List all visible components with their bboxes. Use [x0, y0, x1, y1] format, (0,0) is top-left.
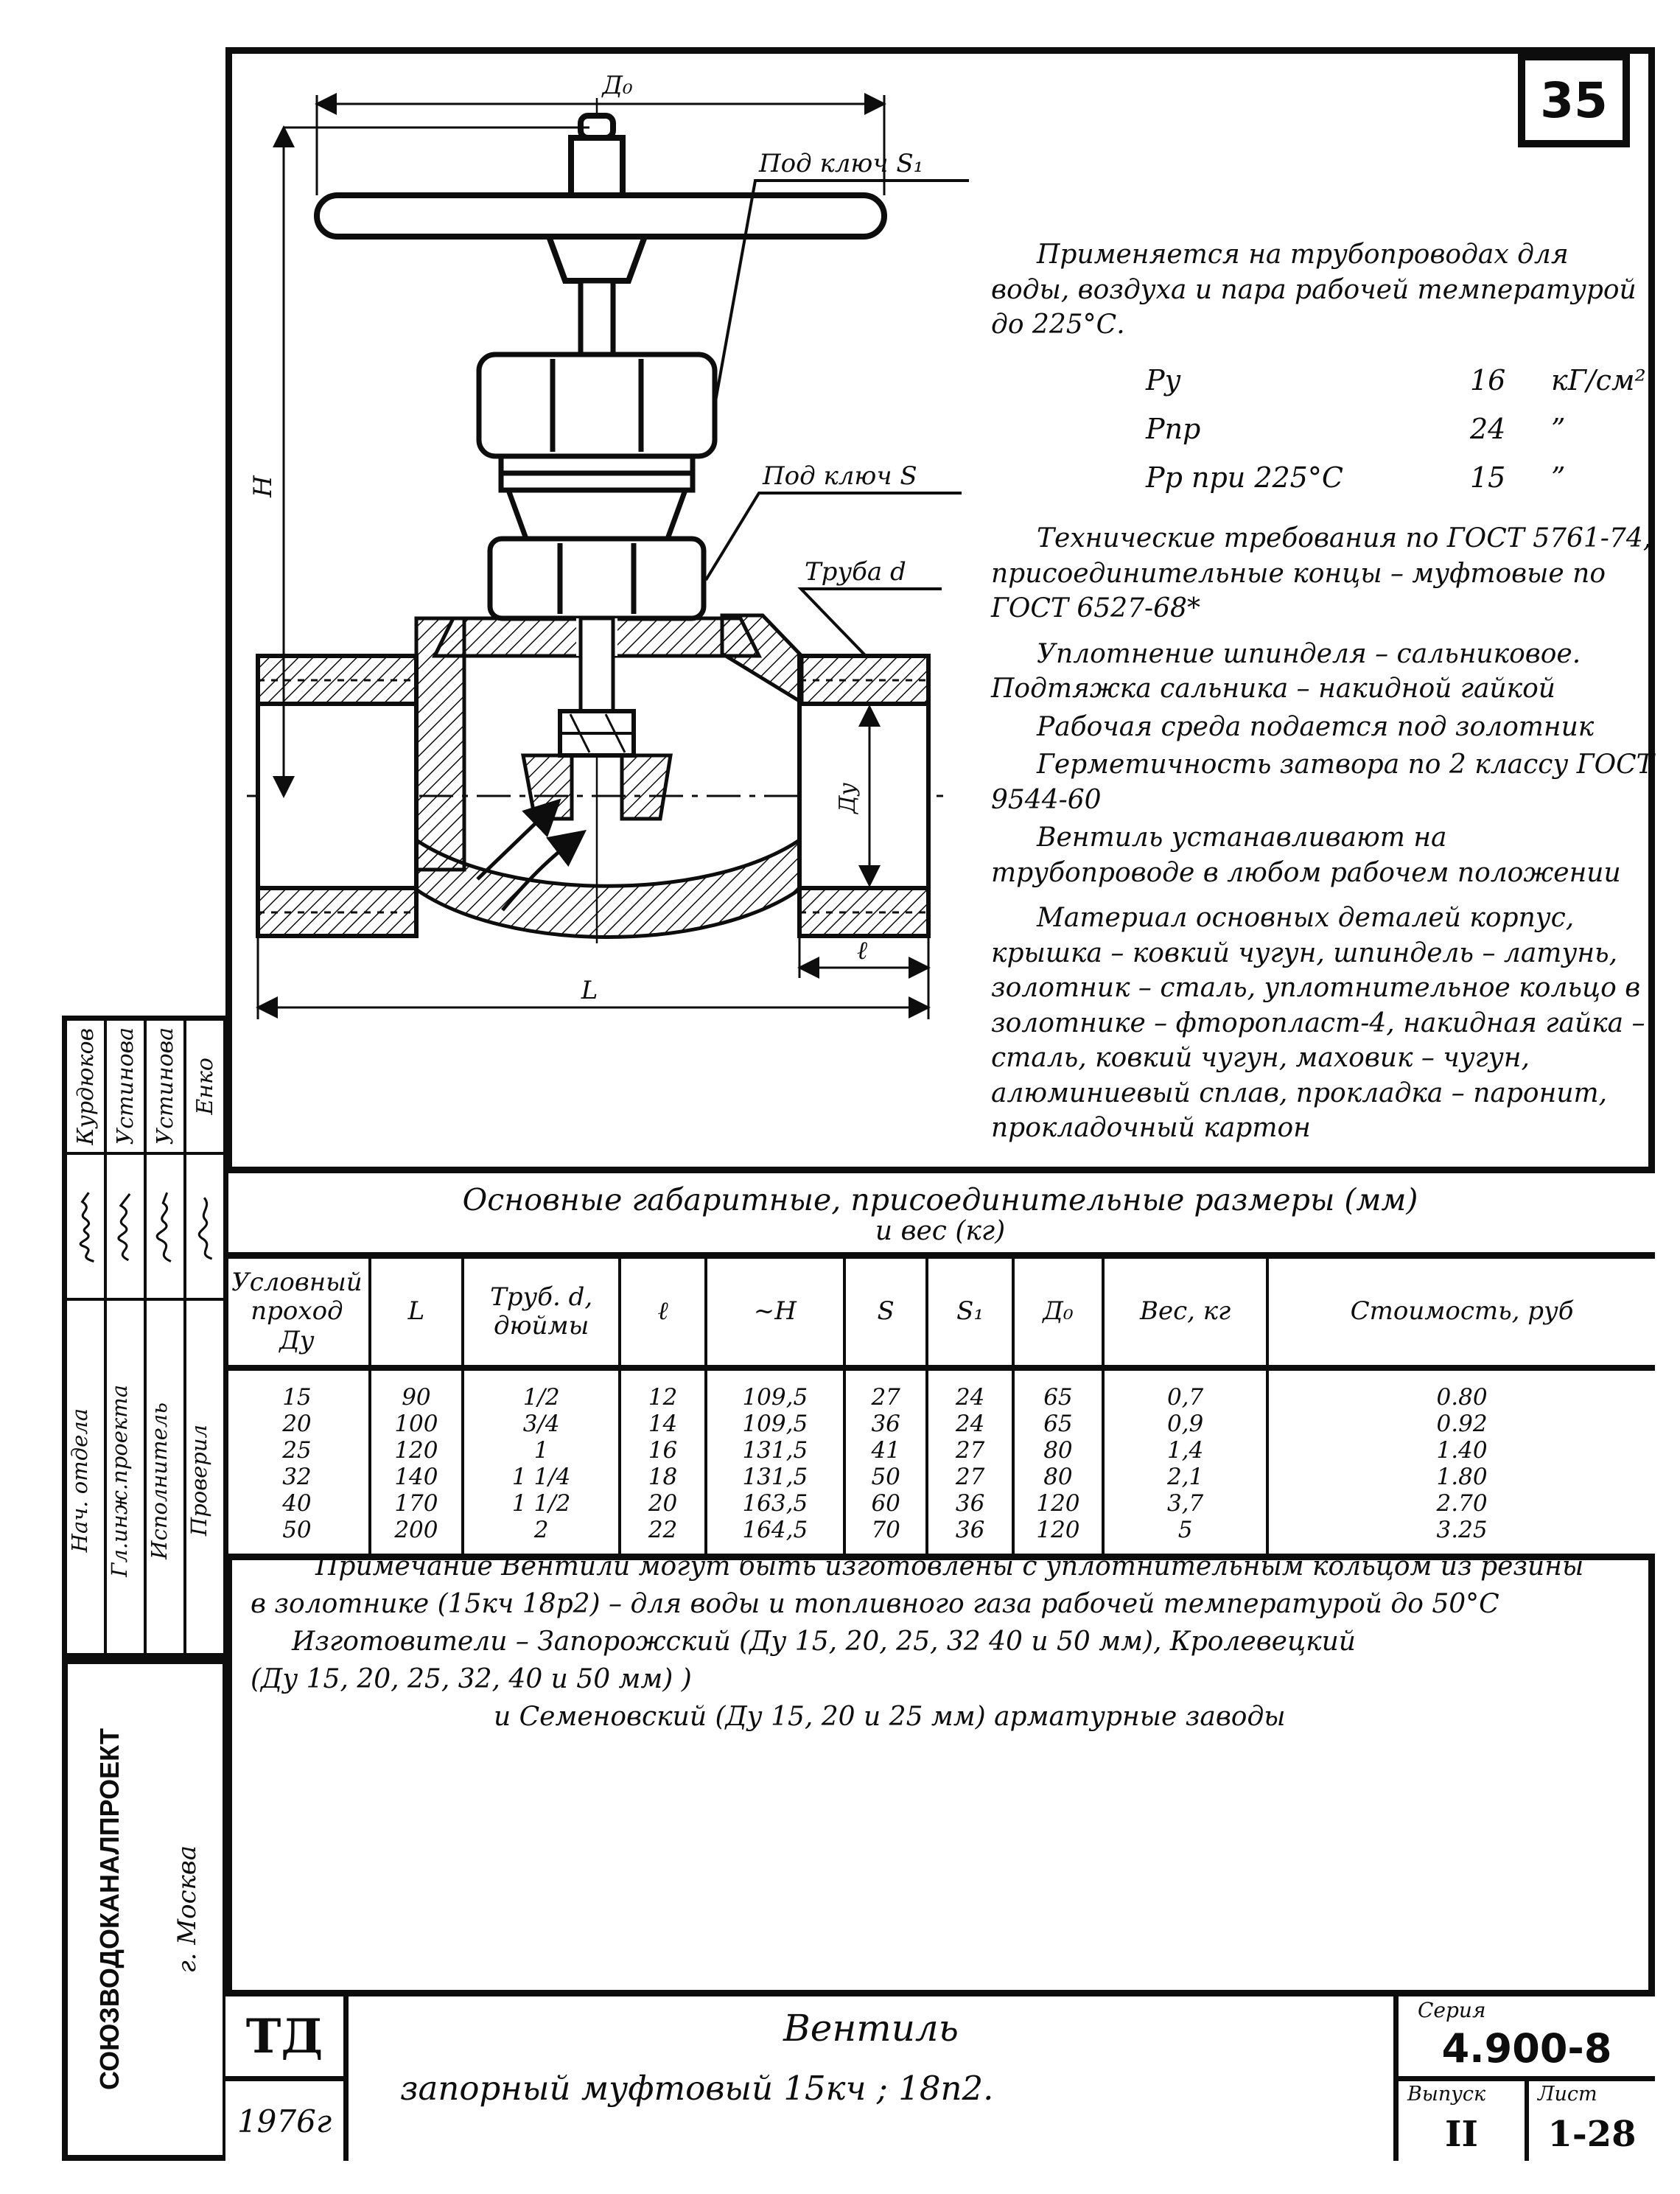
cell: 80 [1015, 1464, 1105, 1490]
cell: 170 [371, 1490, 464, 1517]
organization-name-cell [68, 1664, 153, 2155]
cell: 50 [846, 1464, 929, 1490]
signature-stamp [62, 1016, 228, 1658]
col-header: L [371, 1259, 464, 1371]
media-note: Рабочая среда подается под золотник [1037, 711, 1595, 742]
cell: 1,4 [1105, 1437, 1269, 1464]
issue-label: Выпуск [1407, 2083, 1486, 2106]
cell: 36 [928, 1517, 1014, 1554]
table-body [225, 1371, 1655, 1554]
stamp-name [185, 1019, 225, 1153]
cell: 25 [225, 1437, 371, 1464]
cell: 12 [621, 1371, 707, 1411]
tech-requirements: Технические требования по ГОСТ 5761-74, присоединительные концы – муфтовые по ГОСТ 6527-68* [991, 523, 1652, 624]
title-block-right [1393, 1996, 1655, 2161]
cell: 131,5 [707, 1437, 846, 1464]
note-line: Изготовители – Запорожский (Ду 15, 20, 25, 32 40 и 50 мм), Кролевецкий [292, 1627, 1356, 1657]
organization-box [62, 1658, 228, 2161]
valve-subtitle: запорный муфтовый 15кч ; 18п2. [400, 2069, 994, 2108]
packing-note: Уплотнение шпинделя – сальниковое. Подтяжка сальника – накидной гайкой [991, 638, 1581, 705]
cell: 0.92 [1436, 1411, 1488, 1437]
role-text: Нач. отдела [67, 1408, 92, 1553]
tightness-note: Герметичность затвора по 2 классу ГОСТ 9544-60 [991, 750, 1654, 815]
role-text: Проверил [186, 1425, 211, 1537]
stamp-name [105, 1019, 145, 1153]
pressure-value: 16 [1470, 363, 1506, 396]
cell: 0,7 [1105, 1371, 1269, 1411]
issue-value: II [1445, 2114, 1478, 2155]
col-header: S₁ [928, 1259, 1014, 1371]
col-header: Вес, кг [1105, 1259, 1269, 1371]
organization-city: г. Москва [172, 1845, 203, 1974]
signature-scribble [189, 1171, 221, 1282]
cell: 80 [1015, 1437, 1105, 1464]
cell: 1.40 [1436, 1437, 1488, 1464]
col-header: Стоимость, руб [1269, 1259, 1655, 1371]
pressure-unit: кГ/см² [1551, 363, 1646, 396]
name-text: Устинова [152, 1027, 178, 1145]
label-wrench-s1: Под ключ S₁ [759, 149, 924, 178]
cell: 5 [1105, 1517, 1269, 1554]
signature-scribble [69, 1171, 102, 1282]
valve-section-drawing [243, 70, 980, 1028]
union-nut [479, 354, 715, 456]
cell: 120 [371, 1437, 464, 1464]
title-block [225, 1990, 1655, 2161]
cell: 36 [928, 1490, 1014, 1517]
label-pipe-d: Труба d [805, 557, 906, 587]
cell: 2,1 [1105, 1464, 1269, 1490]
stamp-signature [145, 1153, 185, 1299]
table-title [225, 1173, 1655, 1259]
packing-nut [490, 539, 704, 618]
series-value: 4.900-8 [1441, 2025, 1612, 2072]
cell: 18 [621, 1464, 707, 1490]
cell: 164,5 [707, 1517, 846, 1554]
col-header: ~H [707, 1259, 846, 1371]
cell: 1/2 [464, 1371, 621, 1411]
cell: 100 [371, 1411, 464, 1437]
title-block-center [349, 1996, 1393, 2161]
cell: 20 [225, 1411, 371, 1437]
cell: 1 1/4 [464, 1464, 621, 1490]
cell: 0,9 [1105, 1411, 1269, 1437]
cell: 3.25 [1436, 1517, 1488, 1543]
stem-and-nuts [479, 281, 715, 618]
document-year: 1976г [237, 2103, 332, 2139]
cell: 32 [225, 1464, 371, 1490]
cell: 20 [621, 1490, 707, 1517]
table-title-line2: и вес (кг) [875, 1216, 1006, 1247]
pressure-unit: ” [1551, 412, 1566, 445]
cell: 16 [621, 1437, 707, 1464]
dim-label-h: H [248, 475, 278, 497]
stamp-role [105, 1299, 145, 1655]
col-header: Д₀ [1015, 1259, 1105, 1371]
pressure-name: Рпр [1146, 412, 1201, 445]
col-header: S [846, 1259, 929, 1371]
stamp-signature [105, 1153, 145, 1299]
cell: 60 [846, 1490, 929, 1517]
cell: 0.80 [1436, 1384, 1488, 1411]
dimensions-table [225, 1167, 1655, 1560]
note-block [251, 1548, 1651, 1736]
stamp-name [66, 1019, 105, 1153]
note-line: в золотнике (15кч 18р2) – для воды и топливного газа рабочей температурой до 50°С [251, 1589, 1499, 1620]
cell: 109,5 [707, 1411, 846, 1437]
handwheel [317, 116, 884, 281]
label-wrench-s: Под ключ S [763, 461, 917, 491]
pressure-value: 15 [1470, 461, 1506, 494]
stamp-signature [66, 1153, 105, 1299]
cell: 140 [371, 1464, 464, 1490]
signature-scribble [149, 1171, 181, 1282]
sheet-value: 1-28 [1547, 2114, 1637, 2155]
cell: 27 [846, 1371, 929, 1411]
pressure-row [991, 410, 1654, 447]
note-line: (Ду 15, 20, 25, 32, 40 и 50 мм) ) [251, 1664, 692, 1695]
cell: 41 [846, 1437, 929, 1464]
cell: 14 [621, 1411, 707, 1437]
cell: 2 [464, 1517, 621, 1554]
role-text: Исполнитель [147, 1402, 172, 1559]
col-header: Условный проход Ду [225, 1259, 371, 1371]
cell: 131,5 [707, 1464, 846, 1490]
pressure-name: Ру [1146, 363, 1181, 396]
pressure-list [991, 362, 1654, 496]
cell: 24 [928, 1371, 1014, 1411]
materials-note: Материал основных деталей корпус, крышка – ковкий чугун, шпиндель – латунь, золотник – сталь, уплотнительное кольцо в золотнике – фторопласт-4, накидная гайка – сталь, ковкий чугун, маховик – чугун, алюминиевый сплав, прокладка – паронит, прокладочный картон [991, 903, 1645, 1144]
pressure-row [991, 459, 1654, 496]
issue-cell [1399, 2081, 1529, 2161]
dim-label-d0: Д₀ [602, 71, 633, 100]
dim-label-dy: Ду [835, 783, 861, 814]
table-title-line1: Основные габаритные, присоединительные размеры (мм) [462, 1182, 1418, 1217]
series-label: Серия [1418, 1998, 1486, 2022]
cell: 90 [371, 1371, 464, 1411]
pressure-name: Рр при 225°С [1146, 461, 1343, 494]
col-header: Труб. d, дюймы [464, 1259, 621, 1371]
cell: 65 [1015, 1371, 1105, 1411]
title-block-left [225, 1996, 349, 2161]
cell: 1.80 [1436, 1464, 1488, 1490]
cell: 36 [846, 1411, 929, 1437]
pressure-row [991, 362, 1654, 399]
cell: 120 [1015, 1490, 1105, 1517]
page-number: 35 [1540, 71, 1608, 129]
cell: 50 [225, 1517, 371, 1554]
cell: 40 [225, 1490, 371, 1517]
cell: 27 [928, 1464, 1014, 1490]
document-code: ТД [225, 1996, 343, 2081]
sheet-label: Лист [1538, 2083, 1597, 2106]
stamp-role [66, 1299, 105, 1655]
installation-note: Вентиль устанавливают на трубопроводе в любом рабочем положении [991, 822, 1621, 888]
cell: 200 [371, 1517, 464, 1554]
pressure-value: 24 [1470, 412, 1506, 445]
table-header-row [225, 1259, 1655, 1371]
cell: 3,7 [1105, 1490, 1269, 1517]
valve-title: Вентиль [783, 2007, 959, 2050]
col-header: ℓ [621, 1259, 707, 1371]
cell: 2.70 [1436, 1490, 1488, 1517]
application-text: Применяется на трубопроводах для воды, воздуха и пара рабочей температурой до 225°С. [991, 240, 1637, 340]
note-line: Примечание Вентили могут быть изготовлены с уплотнительным кольцом из резины [315, 1551, 1584, 1582]
cell: 24 [928, 1411, 1014, 1437]
cell: 1 [464, 1437, 621, 1464]
dim-label-el: ℓ [856, 936, 868, 965]
cell: 27 [928, 1437, 1014, 1464]
name-text: Устинова [112, 1027, 139, 1145]
cell: 15 [225, 1371, 371, 1411]
stamp-role [145, 1299, 185, 1655]
role-text: Гл.инж.проекта [107, 1384, 132, 1577]
cell: 65 [1015, 1411, 1105, 1437]
pressure-unit: ” [1551, 461, 1566, 494]
note-line: и Семеновский (Ду 15, 20 и 25 мм) арматурные заводы [494, 1702, 1286, 1733]
bonnet [435, 618, 759, 714]
organization-name: СОЮЗВОДОКАНАЛПРОЕКТ [94, 1728, 125, 2091]
organization-city-cell [153, 1664, 223, 2155]
name-text: Енко [192, 1058, 218, 1115]
signature-scribble [109, 1171, 141, 1282]
page-number-box [1518, 53, 1630, 147]
cell: 1 1/2 [464, 1490, 621, 1517]
cell: 109,5 [707, 1371, 846, 1411]
cell: 22 [621, 1517, 707, 1554]
series-cell [1399, 1996, 1655, 2081]
cell: 163,5 [707, 1490, 846, 1517]
name-text: Курдюков [72, 1027, 99, 1145]
stamp-name [145, 1019, 185, 1153]
stamp-role [185, 1299, 225, 1655]
stamp-signature [185, 1153, 225, 1299]
dim-label-l: L [581, 976, 598, 1005]
cell: 3/4 [464, 1411, 621, 1437]
sheet-cell [1529, 2081, 1655, 2161]
cell: 70 [846, 1517, 929, 1554]
cell: 120 [1015, 1517, 1105, 1554]
description-block [991, 237, 1654, 1156]
